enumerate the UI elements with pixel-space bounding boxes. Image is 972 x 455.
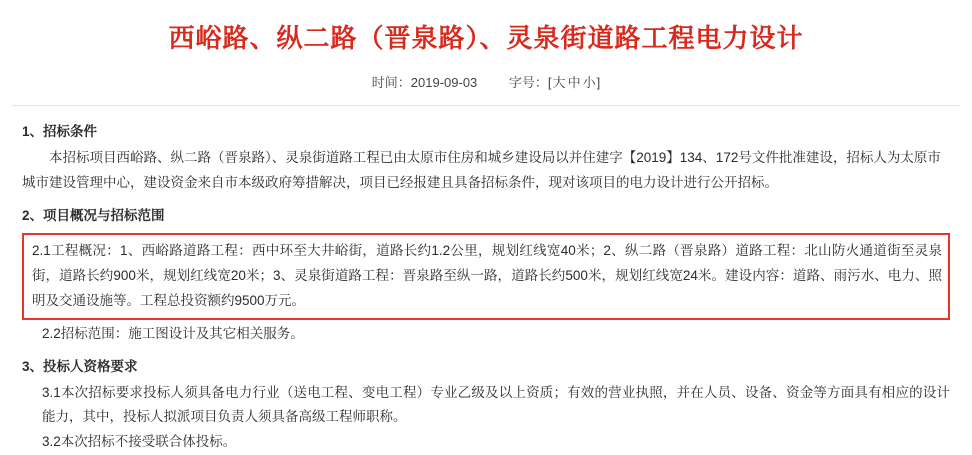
- section-2-sub-paragraph: 2.2招标范围：施工图设计及其它相关服务。: [42, 325, 304, 341]
- document-meta: [0, 72, 972, 91]
- section-heading-3: 3、投标人资格要求: [22, 358, 138, 374]
- page-title: 西峪路、纵二路（晋泉路）、灵泉街道路工程电力设计: [168, 23, 804, 53]
- highlighted-scope-box: [22, 233, 950, 320]
- section-heading-2: 2、项目概况与招标范围: [22, 207, 165, 223]
- publish-time: [372, 72, 478, 91]
- font-size-medium-button[interactable]: 中: [567, 74, 581, 90]
- section-3-sub-paragraph-2: 3.2本次招标不接受联合体投标。: [42, 434, 237, 450]
- document-body: [0, 106, 972, 455]
- section-heading-1: 1、招标条件: [22, 123, 98, 139]
- font-size-label: 字号：: [508, 74, 548, 90]
- font-size-control: [509, 72, 600, 91]
- section-1-paragraph: 本招标项目西峪路、纵二路（晋泉路）、灵泉街道路工程已由太原市住房和城乡建设局以并住建字【2019】134、172号文件批准建设，招标人为太原市城市建设管理中心，建设资金来自市本级政府筹措解决，项目已经报建且具备招标条件，现对该项目的电力设计进行公开招标。: [22, 149, 941, 190]
- publish-time-value: 2019-09-03: [410, 74, 478, 90]
- font-size-small-button[interactable]: 小: [582, 74, 596, 90]
- font-size-close-bracket: ]: [596, 74, 601, 90]
- font-size-large-button[interactable]: 大: [552, 74, 566, 90]
- section-2-boxed-paragraph: 2.1工程概况：1、西峪路道路工程：西中环至大井峪街，道路长约1.2公里，规划红线宽40米；2、纵二路（晋泉路）道路工程：北山防火通道街至灵泉街，道路长约900米，规划红线宽20米；3、灵泉街道路工程：晋泉路至纵一路，道路长约500米，规划红线宽24米。建设内容：道路、雨污水、电力、照明及交通设施等。工程总投资额约9500万元。: [32, 242, 942, 308]
- font-size-open-bracket: [: [547, 74, 552, 90]
- publish-time-label: 时间：: [371, 74, 411, 90]
- section-3-sub-paragraph-1: 3.1本次招标要求投标人须具备电力行业（送电工程、变电工程）专业乙级及以上资质；有效的营业执照，并在人员、设备、资金等方面具有相应的设计能力，其中，投标人拟派项目负责人须具备高级工程师职称。: [42, 384, 950, 425]
